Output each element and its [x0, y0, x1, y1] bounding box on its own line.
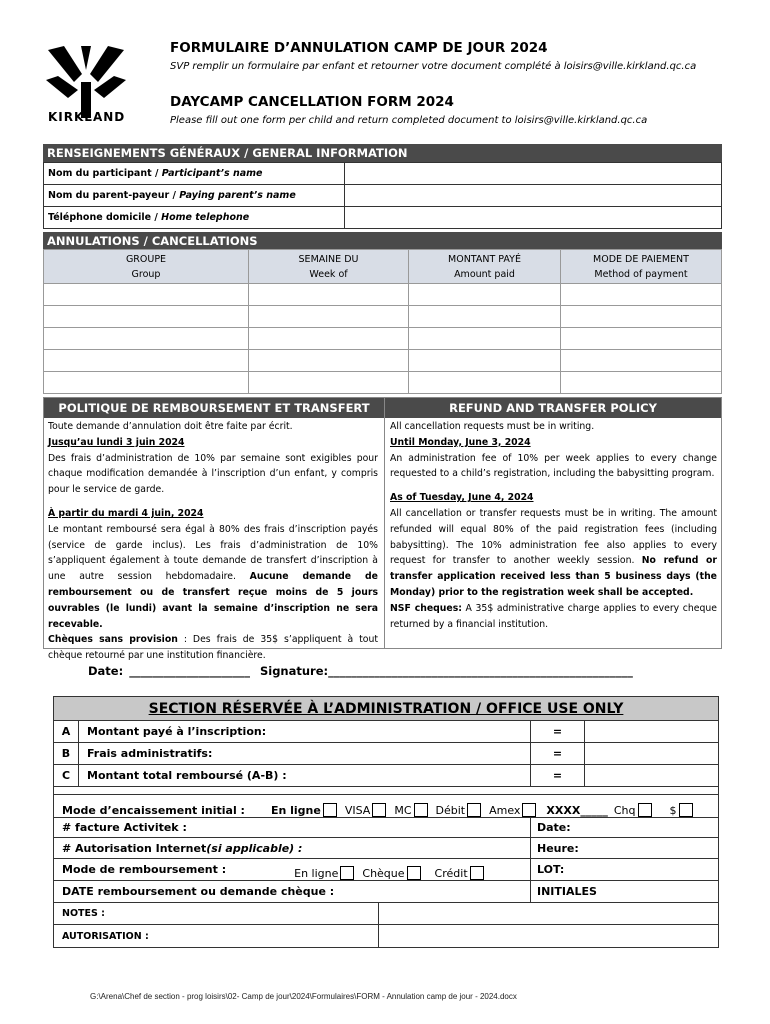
option-cash[interactable]: $	[670, 803, 693, 817]
row-letter: B	[54, 743, 79, 764]
policy-en-deadline1: Until Monday, June 3, 2024	[390, 436, 531, 448]
policy-en-nsf: NSF cheques: A 35$ administrative charge applies to every cheque returned by a financial institution.	[390, 602, 717, 630]
signature-label: Signature:	[259, 664, 329, 678]
notes-label: NOTES :	[54, 903, 379, 924]
auth-row	[54, 838, 718, 859]
cell-input[interactable]	[249, 372, 409, 394]
cell-input[interactable]	[561, 306, 722, 328]
policy-fr-heading: POLITIQUE DE REMBOURSEMENT ET TRANSFERT	[44, 398, 384, 418]
refund-mode-row	[54, 859, 718, 881]
amount-paid-field[interactable]	[585, 721, 718, 742]
table-header-row	[44, 250, 722, 284]
phone-label: Téléphone domicile / Home telephone	[44, 207, 345, 229]
row-equals: =	[531, 765, 585, 786]
cell-input[interactable]	[249, 328, 409, 350]
admin-heading: SECTION RÉSERVÉE À L’ADMINISTRATION / OFFICE USE ONLY	[54, 697, 718, 721]
subtitle-en: Please fill out one form per child and return completed document to loisirs@ville.kirkland.qc.ca	[170, 115, 648, 126]
policy-fr-deadline2: À partir du mardi 4 juin, 2024	[48, 507, 204, 519]
row-equals: =	[531, 721, 585, 742]
payment-mode-row	[54, 795, 718, 817]
cell-input[interactable]	[44, 284, 249, 306]
policy-fr-p1: Toute demande d’annulation doit être faite par écrit.	[48, 421, 293, 432]
policy-en-deadline2: As of Tuesday, June 4, 2024	[390, 492, 534, 504]
cell-input[interactable]	[44, 306, 249, 328]
cell-input[interactable]	[44, 328, 249, 350]
refund-option-online[interactable]: En ligne	[294, 866, 354, 880]
table-row	[44, 163, 722, 185]
notes-field[interactable]	[379, 903, 718, 924]
refund-option-credit[interactable]: Crédit	[435, 866, 484, 880]
signature-row	[88, 664, 639, 678]
policy-fr	[44, 398, 385, 662]
invoice-row	[54, 817, 718, 838]
policy-en-p2: An administration fee of 10% per week applies to every change requested to a child’s registration, including the babysitting program.	[390, 452, 717, 480]
cell-input[interactable]	[561, 328, 722, 350]
signature-line[interactable]: _____________________________________________________	[328, 664, 633, 678]
row-label: Montant total remboursé (A-B) :	[79, 765, 531, 786]
table-row	[44, 372, 722, 394]
admin-time-label[interactable]: Heure:	[537, 841, 579, 855]
authorisation-label: AUTORISATION :	[54, 925, 379, 947]
table-row	[44, 328, 722, 350]
participant-name-field[interactable]	[345, 163, 722, 185]
table-row	[44, 284, 722, 306]
row-letter: C	[54, 765, 79, 786]
cell-input[interactable]	[561, 350, 722, 372]
cell-input[interactable]	[44, 350, 249, 372]
card-mask: XXXX	[546, 804, 581, 817]
policy-en-p1: All cancellation requests must be in writing.	[390, 421, 595, 432]
cell-input[interactable]	[249, 284, 409, 306]
policy-section	[43, 397, 722, 662]
cell-input[interactable]	[409, 350, 561, 372]
cell-input[interactable]	[249, 350, 409, 372]
policy-en-p3: All cancellation or transfer requests must be in writing. The amount refunded will equal 80% of the paid registration fees (including babysitting). The 10% administration fee also applies to every request for transfer to another weekly session. No refund or transfer application received less than 5 business days (the Monday) prior to the registration week shall be accepted.	[390, 507, 717, 598]
title-en: DAYCAMP CANCELLATION FORM 2024	[170, 94, 454, 110]
cell-input[interactable]	[561, 372, 722, 394]
admin-date-label[interactable]: Date:	[537, 821, 571, 834]
option-visa[interactable]: VISA	[345, 803, 386, 817]
invoice-label: # facture Activitek :	[54, 818, 531, 837]
row-letter: A	[54, 721, 79, 742]
parent-name-field[interactable]	[345, 185, 722, 207]
footer-path: G:\Arena\Chef de section - prog loisirs\02- Camp de jour\2024\Formulaires\FORM - Annulation camp de jour - 2024.docx	[90, 992, 517, 1001]
cell-input[interactable]	[409, 372, 561, 394]
policy-fr-deadline1: Jusqu’au lundi 3 juin 2024	[48, 436, 185, 448]
refund-option-cheque[interactable]: Chèque	[362, 866, 420, 880]
payment-mode-label: Mode d’encaissement initial :	[62, 804, 245, 817]
row-label: Montant payé à l’inscription:	[79, 721, 531, 742]
policy-en	[385, 398, 721, 648]
notes-row	[54, 903, 718, 925]
admin-row-b	[54, 743, 718, 765]
phone-field[interactable]	[345, 207, 722, 229]
cell-input[interactable]	[561, 284, 722, 306]
table-row	[44, 350, 722, 372]
refund-date-row	[54, 881, 718, 903]
admin-section	[53, 696, 719, 948]
col-method: MODE DE PAIEMENT Method of payment	[561, 250, 722, 284]
option-debit[interactable]: Débit	[436, 803, 482, 817]
authorisation-row	[54, 925, 718, 947]
cancellations-heading: ANNULATIONS / CANCELLATIONS	[43, 232, 722, 249]
participant-label: Nom du participant / Participant’s name	[44, 163, 345, 185]
logo-wordmark: KIRKLAND	[48, 110, 126, 124]
table-row	[44, 185, 722, 207]
row-label: Frais administratifs:	[79, 743, 531, 764]
general-info-heading: RENSEIGNEMENTS GÉNÉRAUX / GENERAL INFORMATION	[43, 144, 722, 162]
date-line[interactable]: _____________________	[129, 664, 250, 678]
cell-input[interactable]	[249, 306, 409, 328]
admin-row-c	[54, 765, 718, 787]
card-line[interactable]: _____	[580, 804, 608, 817]
authorisation-field[interactable]	[379, 925, 718, 947]
col-week: SEMAINE DU Week of	[249, 250, 409, 284]
option-cheque[interactable]: Chq	[614, 803, 652, 817]
table-row	[44, 306, 722, 328]
cell-input[interactable]	[409, 306, 561, 328]
initials-label[interactable]: INITIALES	[537, 885, 597, 898]
col-amount: MONTANT PAYÉ Amount paid	[409, 250, 561, 284]
refund-date-label: DATE remboursement ou demande chèque :	[54, 881, 531, 902]
policy-en-heading: REFUND AND TRANSFER POLICY	[385, 398, 721, 418]
row-equals: =	[531, 743, 585, 764]
parent-label: Nom du parent-payeur / Paying parent’s name	[44, 185, 345, 207]
col-group: GROUPE Group	[44, 250, 249, 284]
general-info-table	[43, 162, 722, 229]
option-mc[interactable]: MC	[394, 803, 427, 817]
cell-input[interactable]	[44, 372, 249, 394]
option-amex[interactable]: Amex	[489, 803, 536, 817]
cancellations-table	[43, 249, 722, 394]
cell-input[interactable]	[409, 284, 561, 306]
subtitle-fr: SVP remplir un formulaire par enfant et retourner votre document complété à loisirs@ville.kirkland.qc.ca	[170, 61, 697, 72]
date-label: Date:	[88, 664, 124, 678]
refund-mode-label: Mode de remboursement :	[62, 863, 227, 876]
policy-fr-p3: Le montant remboursé sera égal à 80% des frais d’inscription payés (service de garde inclus). Les frais d’administration de 10% s’appliquent également à toute demande de transfert d’inscription à une autre session hebdomadaire. Aucune demande de remboursement ou de transfert reçue moins de 5 jours ouvrables (le lundi) avant la semaine d’inscription ne sera recevable.	[48, 523, 378, 630]
table-row	[44, 207, 722, 229]
admin-row-a	[54, 721, 718, 743]
auth-label: # Autorisation Internet (si applicable) :	[54, 838, 531, 858]
policy-fr-nsf: Chèques sans provision : Des frais de 35$ s’appliquent à tout chèque retourné par une institution financière.	[48, 634, 378, 662]
option-online[interactable]: En ligne	[271, 803, 337, 817]
admin-fees-field[interactable]	[585, 743, 718, 764]
lot-label[interactable]: LOT:	[537, 863, 565, 876]
cell-input[interactable]	[409, 328, 561, 350]
policy-fr-p2: Des frais d’administration de 10% par semaine sont exigibles pour chaque modification demandée à l’inscription d’un enfant, y compris pour le service de garde.	[48, 452, 378, 496]
title-fr: FORMULAIRE D’ANNULATION CAMP DE JOUR 2024	[170, 40, 548, 56]
total-refund-field[interactable]	[585, 765, 718, 786]
